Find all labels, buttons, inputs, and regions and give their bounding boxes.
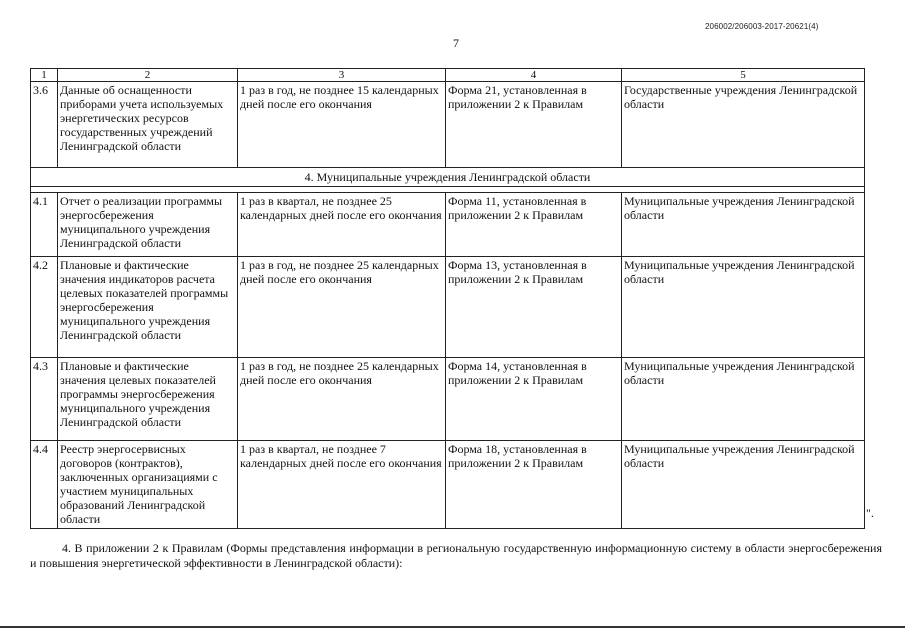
table-header-row [31, 69, 865, 82]
section-title: 4. Муниципальные учреждения Ленинградской области [31, 168, 865, 187]
page-number: 7 [453, 36, 459, 50]
header-cell: 1 [31, 69, 58, 82]
row-who: Муниципальные учреждения Ленинградской области [622, 358, 865, 441]
table-row [31, 82, 865, 168]
row-who: Государственные учреждения Ленинградской области [622, 82, 865, 168]
amendment-paragraph: 4. В приложении 2 к Правилам (Формы представления информации в региональную государственную информационную систему в области энергосбережения и повышения энергетической эффективности в Ленинградской области): [30, 541, 882, 570]
document-id: 206002/206003-2017-20621(4) [705, 22, 819, 31]
header-cell: 5 [622, 69, 865, 82]
row-name: Плановые и фактические значения индикаторов расчета целевых показателей программы энергосбережения муниципального учреждения Ленинградской области [58, 257, 238, 358]
row-number: 3.6 [31, 82, 58, 168]
row-form: Форма 18, установленная в приложении 2 к Правилам [446, 441, 622, 529]
page-edge-rule [0, 626, 905, 628]
header-cell: 2 [58, 69, 238, 82]
table-row [31, 358, 865, 441]
row-number: 4.4 [31, 441, 58, 529]
header-cell: 4 [446, 69, 622, 82]
row-number: 4.2 [31, 257, 58, 358]
row-form: Форма 14, установленная в приложении 2 к Правилам [446, 358, 622, 441]
header-cell: 3 [238, 69, 446, 82]
table-row [31, 441, 865, 529]
row-name: Отчет о реализации программы энергосбережения муниципального учреждения Ленинградской области [58, 193, 238, 257]
row-number: 4.1 [31, 193, 58, 257]
row-form: Форма 11, установленная в приложении 2 к Правилам [446, 193, 622, 257]
row-who: Муниципальные учреждения Ленинградской области [622, 441, 865, 529]
table-row [31, 193, 865, 257]
row-form: Форма 13, установленная в приложении 2 к Правилам [446, 257, 622, 358]
table-row [31, 257, 865, 358]
row-who: Муниципальные учреждения Ленинградской области [622, 257, 865, 358]
row-who: Муниципальные учреждения Ленинградской области [622, 193, 865, 257]
row-period: 1 раз в год, не позднее 25 календарных дней после его окончания [238, 257, 446, 358]
row-name: Плановые и фактические значения целевых показателей программы энергосбережения муниципального учреждения Ленинградской области [58, 358, 238, 441]
row-period: 1 раз в квартал, не позднее 25 календарных дней после его окончания [238, 193, 446, 257]
row-period: 1 раз в год, не позднее 25 календарных дней после его окончания [238, 358, 446, 441]
row-period: 1 раз в квартал, не позднее 7 календарных дней после его окончания [238, 441, 446, 529]
row-name: Данные об оснащенности приборами учета используемых энергетических ресурсов государственных учреждений Ленинградской области [58, 82, 238, 168]
row-number: 4.3 [31, 358, 58, 441]
row-form: Форма 21, установленная в приложении 2 к Правилам [446, 82, 622, 168]
section-row [31, 168, 865, 187]
closing-quote: ". [866, 506, 874, 520]
row-period: 1 раз в год, не позднее 15 календарных дней после его окончания [238, 82, 446, 168]
row-name: Реестр энергосервисных договоров (контрактов), заключенных организациями с участием муниципальных образований Ленинградской области [58, 441, 238, 529]
reporting-table [30, 68, 865, 529]
